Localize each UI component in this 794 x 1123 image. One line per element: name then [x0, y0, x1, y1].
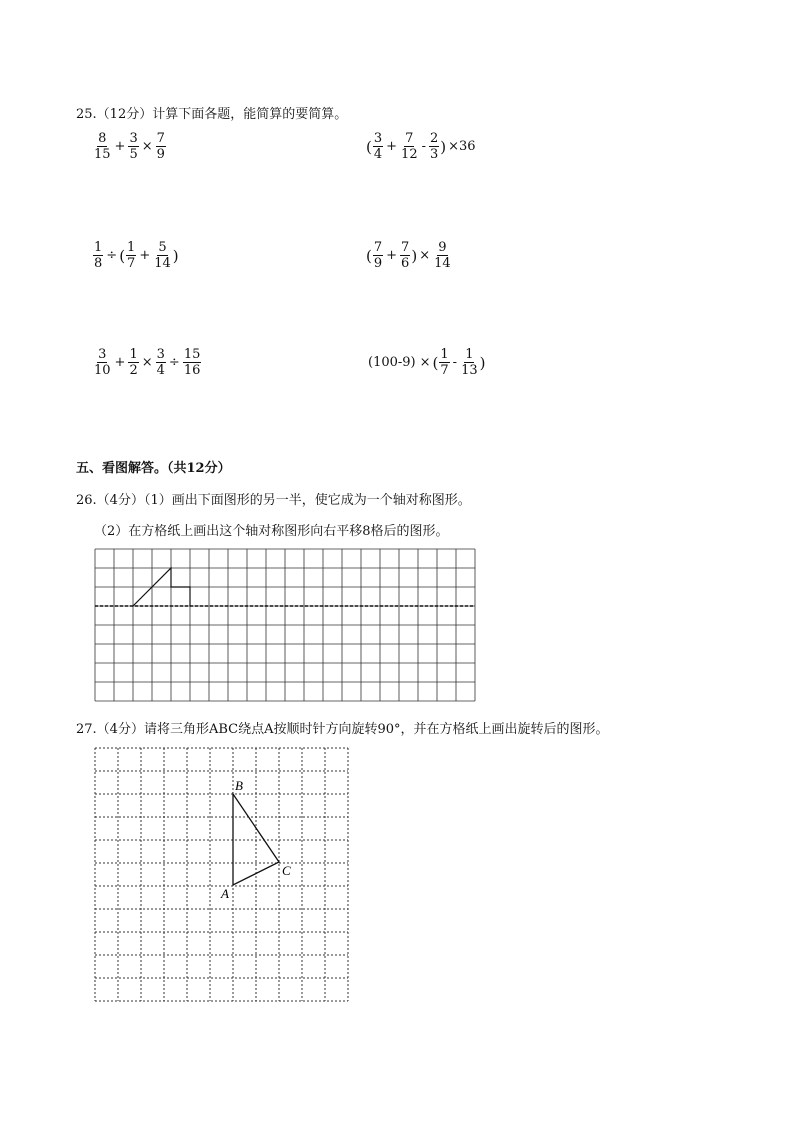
operator: +: [114, 355, 126, 370]
operator: ×: [141, 139, 153, 154]
fraction: $\frac{5}{14}$: [154, 240, 171, 271]
fraction: $\frac{7}{6}$: [401, 240, 410, 271]
operator: ×: [419, 355, 431, 370]
label-b: B: [235, 778, 243, 793]
grid-paper-q27: [95, 748, 348, 1001]
q27-title: 27.（4分）请将三角形ABC绕点A按顺时针方向旋转90°，并在方格纸上画出旋转后的图形。: [76, 722, 609, 737]
fraction: $\frac{3}{10}$: [94, 347, 111, 378]
operator: -: [452, 355, 458, 370]
head: (100-9): [368, 355, 416, 370]
left-paren: (: [366, 137, 372, 156]
right-paren: ): [411, 246, 418, 265]
fraction: $\frac{15}{16}$: [183, 347, 201, 378]
fraction: $\frac{3}{4}$: [156, 347, 165, 378]
operator: +: [386, 139, 398, 154]
operator: +: [139, 248, 151, 263]
section-title: 五、看图解答。（共12分）: [76, 461, 231, 476]
fraction: $\frac{1}{8}$: [94, 240, 103, 271]
q25-title: 25.（12分）计算下面各题，能简算的要简算。: [76, 107, 348, 122]
fraction: $\frac{3}{5}$: [129, 131, 138, 162]
fraction: $\frac{1}{7}$: [440, 347, 449, 378]
fraction: $\frac{2}{3}$: [430, 131, 439, 162]
label-c: C: [282, 863, 291, 878]
fraction: $\frac{7}{9}$: [373, 240, 383, 271]
tail: ×36: [448, 139, 476, 154]
operator: ÷: [106, 248, 118, 263]
q26-line1: 26.（4分）（1）画出下面图形的另一半，使它成为一个轴对称图形。: [76, 493, 471, 508]
fraction: $\frac{8}{15}$: [94, 131, 111, 162]
operator: +: [386, 248, 398, 263]
right-paren: ): [479, 353, 486, 372]
fraction: $\frac{1}{7}$: [127, 240, 136, 271]
operator: ÷: [168, 355, 180, 370]
fraction: $\frac{7}{9}$: [156, 131, 165, 162]
fraction: $\frac{1}{13}$: [461, 347, 478, 378]
operator: ×: [419, 248, 431, 263]
fraction: $\frac{3}{4}$: [373, 131, 383, 162]
fraction: $\frac{1}{2}$: [129, 347, 138, 378]
operator: -: [421, 139, 426, 154]
q26-line2: （2）在方格纸上画出这个轴对称图形向右平移8格后的图形。: [94, 524, 449, 539]
right-paren: ): [172, 246, 179, 265]
operator: +: [114, 139, 126, 154]
operator: ×: [141, 355, 153, 370]
grid-paper-q26: [95, 549, 475, 701]
left-paren: (: [366, 246, 372, 265]
label-a: A: [221, 886, 229, 901]
left-paren: (: [119, 246, 126, 265]
fraction: $\frac{9}{14}$: [434, 240, 451, 271]
fraction: $\frac{7}{12}$: [401, 131, 418, 162]
right-paren: ): [440, 137, 447, 156]
left-paren: (: [432, 353, 439, 372]
